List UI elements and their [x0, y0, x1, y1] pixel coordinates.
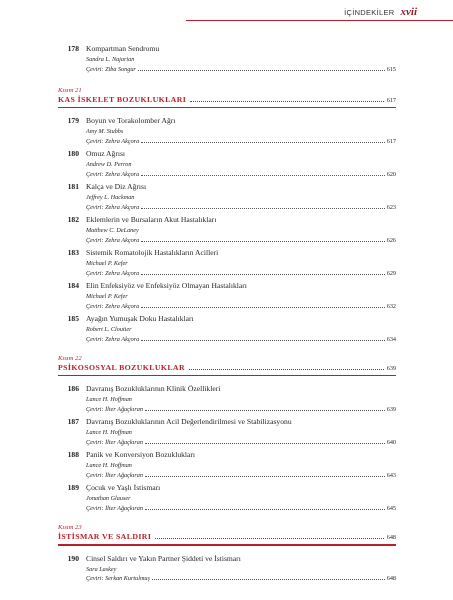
toc-section [58, 86, 396, 344]
chapter-number: 180 [67, 149, 79, 159]
dot-leader [141, 306, 385, 308]
chapter-page-number: 639 [386, 405, 396, 413]
dot-leader [189, 368, 384, 370]
section-label: Kısım 22 [58, 355, 82, 363]
chapter-number: 189 [67, 483, 79, 493]
section-rule [58, 107, 396, 108]
chapter-number: 179 [67, 116, 79, 126]
entry-title-row [58, 384, 396, 395]
entry-title-row [58, 314, 396, 325]
chapter-title: Omuz Ağrısı [86, 149, 126, 159]
section-title-row [58, 363, 396, 374]
entry-title-row [58, 116, 396, 127]
toc-entry [58, 417, 396, 447]
toc-entry [58, 554, 396, 584]
chapter-title: Elin Enfeksiyöz ve Enfeksiyöz Olmayan Hastalıkları [86, 281, 247, 291]
translator-row [86, 302, 396, 312]
chapter-number: 182 [67, 215, 79, 225]
chapter-page-number: 626 [386, 236, 396, 244]
toc-entry [58, 483, 396, 513]
toc-entry [58, 215, 396, 245]
toc-entry [58, 281, 396, 311]
toc-section [58, 354, 396, 513]
translator-row [86, 203, 396, 213]
chapter-page-number: 634 [386, 335, 396, 343]
chapter-authors: Robert L. Cloutier [86, 326, 132, 334]
chapter-title: Davranış Bozukluklarının Klinik Özellikleri [86, 384, 221, 394]
chapter-title: Sistemik Romatolojik Hastalıkların Acilleri [86, 248, 219, 258]
table-of-contents [58, 44, 396, 584]
chapter-translator: Çeviri: Zehra Akçora [86, 236, 140, 244]
chapter-title: Ayağın Yumuşak Doku Hastalıkları [86, 314, 194, 324]
dot-leader [141, 240, 385, 242]
dot-leader [141, 141, 385, 143]
entry-title-row [58, 417, 396, 428]
chapter-translator: Çeviri: Zehra Akçora [86, 269, 140, 277]
chapter-translator: Çeviri: Zehra Akçora [86, 302, 140, 310]
chapter-translator: Çeviri: Zehra Akçora [86, 170, 140, 178]
chapter-authors: Lance H. Hoffman [86, 462, 132, 470]
chapter-page-number: 632 [386, 302, 396, 310]
chapter-authors: Michael P. Kefer [86, 260, 128, 268]
chapter-authors: Michael P. Kefer [86, 293, 128, 301]
chapter-translator: Çeviri: Ziba Songur [86, 65, 136, 73]
chapter-page-number: 623 [386, 203, 396, 211]
chapter-title: Panik ve Konversiyon Bozuklukları [86, 450, 196, 460]
chapter-authors: Jeffrey L. Hackman [86, 194, 135, 202]
dot-leader [190, 100, 384, 102]
section-title-row [58, 95, 396, 106]
toc-section [58, 44, 396, 74]
translator-row [86, 471, 396, 481]
chapter-translator: Çeviri: Zehra Akçora [86, 137, 140, 145]
chapter-number: 184 [67, 281, 79, 291]
dot-leader [152, 578, 385, 580]
chapter-title: Kalça ve Diz Ağrısı [86, 182, 147, 192]
dot-leader [155, 537, 383, 539]
toc-entry [58, 116, 396, 146]
section-page-number: 617 [386, 97, 396, 104]
chapter-authors: Sara Laskey [86, 565, 117, 573]
chapter-translator: Çeviri: İlter Ağaçkıran [86, 405, 143, 413]
chapter-page-number: 645 [386, 504, 396, 512]
translator-row [86, 269, 396, 279]
translator-row [86, 574, 396, 584]
chapter-title: Cinsel Saldırı ve Yakın Partner Şiddeti ve İstismarı [86, 553, 241, 563]
translator-row [86, 170, 396, 180]
dot-leader [141, 174, 385, 176]
section-rule [58, 375, 396, 376]
toc-entry [58, 248, 396, 278]
entry-title-row [58, 483, 396, 494]
section-label: Kısım 21 [58, 87, 82, 94]
dot-leader [141, 273, 385, 275]
section-title: PSİKOSOSYAL BOZUKLUKLAR [58, 363, 185, 373]
dot-leader [145, 475, 385, 477]
section-rule [58, 544, 396, 545]
translator-row [86, 137, 396, 147]
chapter-authors: Sandra L. Najarian [86, 56, 135, 63]
chapter-number: 190 [67, 553, 79, 563]
entry-title-row [58, 44, 396, 55]
translator-row [86, 335, 396, 345]
translator-row [86, 405, 396, 415]
dot-leader [145, 409, 385, 411]
toc-entry [58, 314, 396, 344]
running-header-page-number: xvii [400, 6, 417, 18]
toc-entry [58, 384, 396, 414]
toc-section [58, 523, 396, 583]
chapter-title: Boyun ve Torakolomber Ağrı [86, 116, 176, 126]
translator-row [86, 236, 396, 246]
chapter-number: 187 [67, 417, 79, 427]
chapter-number: 188 [67, 450, 79, 460]
chapter-page-number: 640 [386, 438, 396, 446]
entry-title-row [58, 281, 396, 292]
chapter-number: 181 [67, 182, 79, 192]
entry-title-row [58, 215, 396, 226]
dot-leader [141, 207, 385, 209]
entry-title-row [58, 554, 396, 565]
section-title-row [58, 532, 396, 543]
chapter-page-number: 615 [386, 65, 396, 73]
dot-leader [145, 508, 385, 510]
chapter-translator: Çeviri: İlter Ağaçkıran [86, 471, 143, 479]
chapter-authors: Lance H. Hoffman [86, 429, 132, 437]
chapter-translator: Çeviri: İlter Ağaçkıran [86, 438, 143, 446]
chapter-title: Kompartman Sendromu [86, 44, 160, 53]
translator-row [86, 438, 396, 448]
chapter-page-number: 643 [386, 471, 396, 479]
chapter-number: 183 [67, 248, 79, 258]
entry-title-row [58, 182, 396, 193]
toc-entry [58, 149, 396, 179]
section-label: Kısım 23 [58, 524, 82, 532]
chapter-title: Davranış Bozukluklarının Acil Değerlendirilmesi ve Stabilizasyonu [86, 417, 292, 427]
dot-leader [141, 339, 385, 341]
toc-entry [58, 450, 396, 480]
chapter-page-number: 620 [386, 170, 396, 178]
section-page-number: 639 [386, 365, 396, 373]
translator-row [86, 504, 396, 514]
chapter-translator: Çeviri: Serkan Kurtulmuş [86, 575, 150, 583]
chapter-number: 186 [67, 384, 79, 394]
chapter-authors: Matthew C. DeLaney [86, 227, 139, 235]
section-title: KAS İSKELET BOZUKLUKLARI [58, 95, 187, 104]
translator-row [86, 65, 396, 75]
toc-entry [58, 182, 396, 212]
entry-title-row [58, 248, 396, 259]
toc-entry [58, 44, 396, 74]
chapter-title: Çocuk ve Yaşlı İstismarı [86, 483, 161, 493]
chapter-page-number: 629 [386, 269, 396, 277]
chapter-number: 178 [67, 44, 79, 53]
chapter-authors: Amy M. Stubbs [86, 128, 124, 136]
chapter-page-number: 617 [386, 137, 396, 145]
chapter-number: 185 [67, 314, 79, 324]
dot-leader [138, 69, 385, 71]
chapter-translator: Çeviri: Zehra Akçora [86, 203, 140, 211]
chapter-authors: Jonathan Glauser [86, 495, 131, 503]
section-title: İSTİSMAR VE SALDIRI [58, 532, 152, 542]
chapter-page-number: 648 [386, 575, 396, 583]
section-page-number: 648 [386, 534, 396, 542]
dot-leader [145, 442, 385, 444]
chapter-translator: Çeviri: Zehra Akçora [86, 335, 140, 343]
running-header [344, 6, 417, 20]
chapter-authors: Andrew D. Perron [86, 161, 132, 169]
running-header-title: İÇİNDEKİLER [344, 8, 395, 17]
header-rule [186, 20, 453, 21]
entry-title-row [58, 149, 396, 160]
chapter-translator: Çeviri: İlter Ağaçkıran [86, 504, 143, 512]
entry-title-row [58, 450, 396, 461]
chapter-title: Eklemlerin ve Bursaların Akut Hastalıkları [86, 215, 217, 225]
chapter-authors: Lance H. Hoffman [86, 396, 132, 404]
